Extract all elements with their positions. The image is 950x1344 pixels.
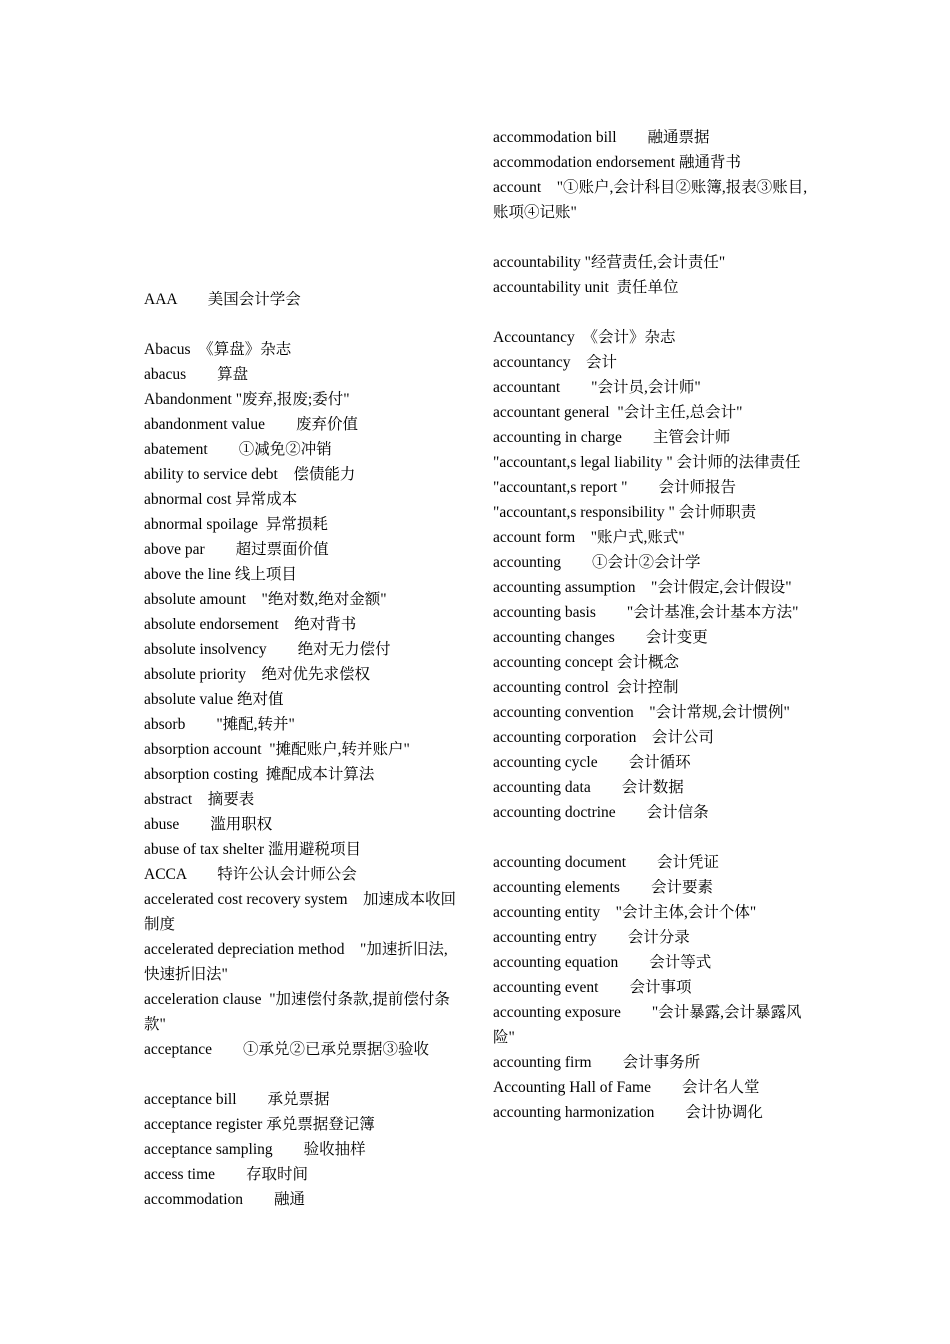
- glossary-entry: Abandonment "废弃,报废;委付": [144, 391, 350, 408]
- glossary-entry: ability to service debt 偿债能力: [144, 466, 356, 483]
- glossary-entry: accounting control 会计控制: [493, 679, 679, 696]
- glossary-entry: absorption costing 摊配成本计算法: [144, 766, 375, 783]
- glossary-entry: "accountant,s legal liability " 会计师的法律责任: [493, 454, 801, 471]
- glossary-entry: accounting event 会计事项: [493, 979, 692, 996]
- glossary-entry: accounting convention "会计常规,会计惯例": [493, 704, 790, 721]
- glossary-entry: access time 存取时间: [144, 1166, 309, 1183]
- glossary-entry: accounting concept 会计概念: [493, 654, 679, 671]
- glossary-entry: accounting doctrine 会计信条: [493, 804, 709, 821]
- glossary-entry: acceptance register 承兑票据登记簿: [144, 1116, 375, 1133]
- glossary-entry: abacus 算盘: [144, 366, 249, 383]
- glossary-entry: abstract 摘要表: [144, 791, 255, 808]
- glossary-entry: AAA 美国会计学会: [144, 291, 301, 308]
- glossary-entry: accounting elements 会计要素: [493, 879, 713, 896]
- glossary-entry: acceleration clause "加速偿付条款,提前偿付条款": [144, 991, 450, 1033]
- glossary-entry: accounting entity "会计主体,会计个体": [493, 904, 757, 921]
- glossary-entry: accounting equation 会计等式: [493, 954, 712, 971]
- glossary-entry: accounting harmonization 会计协调化: [493, 1104, 763, 1121]
- glossary-entry: accountant "会计员,会计师": [493, 379, 701, 396]
- glossary-entry: accounting in charge 主管会计师: [493, 429, 731, 446]
- glossary-entry: accountability unit 责任单位: [493, 279, 679, 296]
- glossary-entry: accelerated depreciation method "加速折旧法,快速折旧法": [144, 941, 448, 983]
- glossary-entry: abuse of tax shelter 滥用避税项目: [144, 841, 361, 858]
- glossary-entry: accounting document 会计凭证: [493, 854, 719, 871]
- glossary-entry: absolute value 绝对值: [144, 691, 284, 708]
- glossary-entry: accounting assumption "会计假定,会计假设": [493, 579, 792, 596]
- glossary-entry: acceptance ①承兑②已承兑票据③验收: [144, 1041, 429, 1058]
- glossary-entry: abatement ①减免②冲销: [144, 441, 332, 458]
- blank-line: [493, 300, 811, 325]
- blank-line: [144, 312, 462, 337]
- glossary-entry: accounting basis "会计基准,会计基本方法": [493, 604, 799, 621]
- glossary-entry: abnormal spoilage 异常损耗: [144, 516, 328, 533]
- glossary-entry: Accounting Hall of Fame 会计名人堂: [493, 1079, 760, 1096]
- blank-line: [493, 225, 811, 250]
- glossary-entry: accounting ①会计②会计学: [493, 554, 701, 571]
- glossary-entry: accountability "经营责任,会计责任": [493, 254, 726, 271]
- glossary-entry: accounting changes 会计变更: [493, 629, 708, 646]
- glossary-entry: abandonment value 废弃价值: [144, 416, 358, 433]
- glossary-column-right: [493, 125, 811, 1125]
- glossary-entry: absorb "摊配,转并": [144, 716, 295, 733]
- glossary-entry: absolute priority 绝对优先求偿权: [144, 666, 371, 683]
- glossary-entry: accounting firm 会计事务所: [493, 1054, 701, 1071]
- blank-line: [144, 1062, 462, 1087]
- glossary-entry: above par 超过票面价值: [144, 541, 329, 558]
- glossary-entry: accounting exposure "会计暴露,会计暴露风险": [493, 1004, 802, 1046]
- glossary-entry: absolute endorsement 绝对背书: [144, 616, 357, 633]
- glossary-entry: abnormal cost 异常成本: [144, 491, 298, 508]
- glossary-column-left: [144, 287, 462, 1212]
- glossary-entry: above the line 线上项目: [144, 566, 297, 583]
- glossary-entry: accounting cycle 会计循环: [493, 754, 691, 771]
- glossary-entry: absolute amount "绝对数,绝对金额": [144, 591, 387, 608]
- glossary-entry: accounting corporation 会计公司: [493, 729, 714, 746]
- glossary-entry: Abacus 《算盘》杂志: [144, 341, 292, 358]
- glossary-entry: accounting data 会计数据: [493, 779, 684, 796]
- glossary-entry: acceptance bill 承兑票据: [144, 1091, 330, 1108]
- glossary-entry: abuse 滥用职权: [144, 816, 273, 833]
- glossary-entry: accounting entry 会计分录: [493, 929, 690, 946]
- glossary-entry: absorption account "摊配账户,转并账户": [144, 741, 410, 758]
- glossary-entry: accommodation endorsement 融通背书: [493, 154, 741, 171]
- glossary-entry: ACCA 特许公认会计师公会: [144, 866, 357, 883]
- glossary-entry: account "①账户,会计科目②账簿,报表③账目,账项④记账": [493, 179, 808, 221]
- blank-line: [493, 825, 811, 850]
- glossary-entry: account form "账户式,账式": [493, 529, 685, 546]
- glossary-entry: absolute insolvency 绝对无力偿付: [144, 641, 391, 658]
- glossary-entry: "accountant,s report " 会计师报告: [493, 479, 736, 496]
- glossary-entry: accelerated cost recovery system 加速成本收回制度: [144, 891, 457, 933]
- glossary-entry: accountant general "会计主任,总会计": [493, 404, 743, 421]
- glossary-entry: Accountancy 《会计》杂志: [493, 329, 676, 346]
- glossary-entry: acceptance sampling 验收抽样: [144, 1141, 366, 1158]
- glossary-entry: accountancy 会计: [493, 354, 617, 371]
- glossary-entry: accommodation bill 融通票据: [493, 129, 710, 146]
- glossary-entry: "accountant,s responsibility " 会计师职责: [493, 504, 757, 521]
- glossary-entry: accommodation 融通: [144, 1191, 305, 1208]
